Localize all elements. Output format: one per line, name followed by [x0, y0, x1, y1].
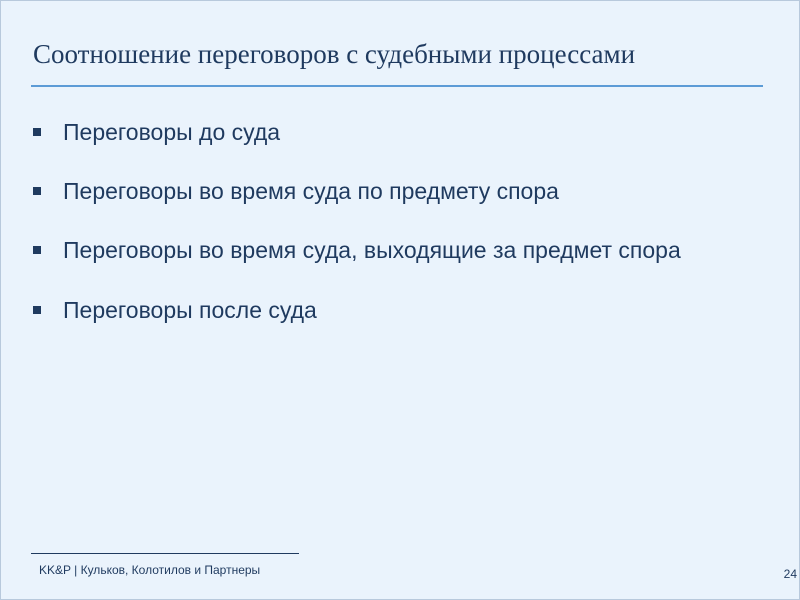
square-bullet-icon [33, 246, 41, 254]
square-bullet-icon [33, 187, 41, 195]
bullet-text: Переговоры до суда [63, 119, 281, 145]
bullet-text: Переговоры во время суда, выходящие за предмет спора [63, 237, 681, 263]
page-number: 24 [783, 567, 797, 581]
bullet-list [31, 117, 766, 354]
bullet-text: Переговоры во время суда по предмету спора [63, 178, 559, 204]
slide-title: Соотношение переговоров с судебными процессами [33, 39, 636, 69]
bullet-item [31, 117, 766, 148]
bullet-text: Переговоры после суда [63, 297, 317, 323]
title-divider [31, 85, 763, 87]
bullet-item [31, 235, 766, 266]
footer-company: KK&P | Кульков, Колотилов и Партнеры [39, 563, 261, 577]
bullet-item [31, 176, 766, 207]
bullet-item [31, 295, 766, 326]
footer-divider [31, 553, 299, 554]
square-bullet-icon [33, 128, 41, 136]
square-bullet-icon [33, 306, 41, 314]
